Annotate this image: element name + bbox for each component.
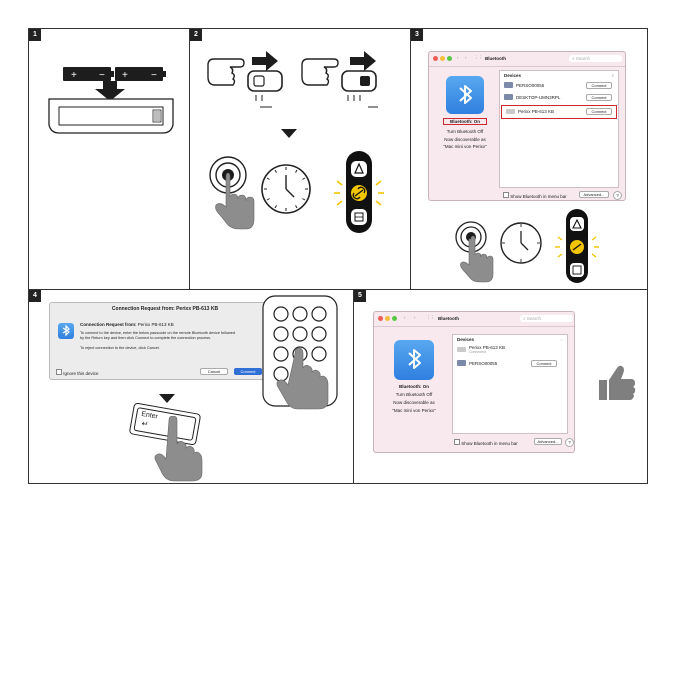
bluetooth-icon xyxy=(446,76,484,114)
battery-install-illustration xyxy=(29,59,190,179)
pairing-illustration xyxy=(411,207,648,287)
list-scroll-icon: ⌕ xyxy=(611,73,614,78)
devices-header: Devices xyxy=(504,73,522,78)
help-button[interactable]: ? xyxy=(565,438,574,447)
arrow-down-icon xyxy=(95,81,125,101)
devices-header: Devices xyxy=(457,337,475,342)
minimize-window-icon[interactable] xyxy=(385,316,390,321)
search-icon: ⌕ xyxy=(572,56,575,61)
arrow-down-icon xyxy=(159,394,175,404)
dialog-title: Connection Request from: Perixx PB-613 KB xyxy=(111,306,219,312)
help-button[interactable]: ? xyxy=(613,191,622,200)
grid-icon[interactable]: ⋮⋮ xyxy=(426,315,435,320)
computer-icon xyxy=(457,360,466,366)
keypad-illustration xyxy=(261,294,341,414)
clock-icon xyxy=(501,223,541,263)
battery-minus-2: − xyxy=(151,70,157,81)
discoverable-label: Now discoverable as xyxy=(393,400,435,405)
show-in-menu-bar-label: Show Bluetooth in menu bar xyxy=(510,194,567,199)
computer-icon xyxy=(504,94,513,100)
pointing-hand-icon xyxy=(302,59,338,85)
battery-plus-1: + xyxy=(71,70,77,81)
clock-icon xyxy=(262,165,310,213)
connect-button[interactable]: Connect xyxy=(234,368,262,375)
dialog-heading-label: Connection Request from: xyxy=(80,322,137,327)
step-number: 1 xyxy=(29,29,41,41)
bluetooth-status: Bluetooth: On xyxy=(399,384,429,389)
device-name: PERSO00055 xyxy=(516,83,545,88)
search-icon: ⌕ xyxy=(523,316,526,321)
battery-minus-1: − xyxy=(99,70,105,81)
pairing-button-icon xyxy=(456,222,493,282)
keyboard-icon xyxy=(506,109,515,114)
keyboard-icon xyxy=(457,347,466,352)
bluetooth-status: Bluetooth: On xyxy=(443,118,487,125)
connect-button[interactable]: Connect xyxy=(531,360,557,367)
device-row[interactable] xyxy=(457,345,563,357)
window-title: Bluetooth xyxy=(485,56,506,61)
power-switch-icon xyxy=(248,71,282,107)
step-1-panel xyxy=(28,28,190,290)
search-field[interactable] xyxy=(520,315,573,322)
dialog-body-3: To reject connection to the device, click Cancel. xyxy=(80,346,160,350)
remote-icon xyxy=(334,151,384,233)
power-switch-icon xyxy=(342,71,378,107)
title-bar xyxy=(429,52,625,67)
device-connected-status: Connected xyxy=(469,350,486,354)
discoverable-label: Now discoverable as xyxy=(444,137,486,142)
pairing-button-icon xyxy=(210,157,254,229)
forward-icon[interactable]: › xyxy=(414,315,416,320)
loading-spinner-icon: ◌ xyxy=(560,337,563,342)
step-number: 3 xyxy=(411,29,423,41)
connect-button[interactable]: Connect xyxy=(586,94,612,101)
battery-compartment xyxy=(49,99,173,133)
step-number: 2 xyxy=(190,29,202,41)
dialog-heading-device: Perixx PB-613 KB xyxy=(137,322,174,327)
dialog-body-2: by the Return key and then click Connect to complete the connection process. xyxy=(80,336,212,340)
dialog-heading xyxy=(80,322,174,327)
arrow-down-icon xyxy=(281,129,297,139)
arrow-right-icon xyxy=(252,51,278,71)
step-2-panel xyxy=(189,28,411,290)
ignore-device-checkbox[interactable] xyxy=(56,369,99,376)
show-in-menu-bar-label: Show Bluetooth in menu bar xyxy=(461,441,518,446)
connect-button[interactable]: Connect xyxy=(586,108,612,115)
step-5-panel xyxy=(353,289,648,484)
search-placeholder: Search xyxy=(575,56,591,61)
turn-off-button[interactable]: Turn Bluetooth Off xyxy=(395,392,433,397)
device-row[interactable] xyxy=(504,93,614,102)
devices-list xyxy=(452,334,568,434)
return-arrow-icon: ↵ xyxy=(140,419,150,430)
bluetooth-preferences-window xyxy=(428,51,626,201)
device-name: Perixx PB-613 KB xyxy=(518,109,555,114)
ignore-device-label: Ignore this device xyxy=(63,371,99,376)
bluetooth-icon xyxy=(58,323,74,339)
device-row-highlighted[interactable] xyxy=(501,105,617,119)
connect-button[interactable]: Connect xyxy=(586,82,612,89)
connection-request-dialog xyxy=(49,302,281,380)
pressing-finger-icon xyxy=(151,416,211,484)
minimize-window-icon[interactable] xyxy=(440,56,445,61)
thumbs-up-icon xyxy=(597,364,637,404)
cancel-button[interactable]: Cancel xyxy=(200,368,228,375)
battery-plus-2: + xyxy=(122,70,128,81)
advanced-button[interactable]: Advanced... xyxy=(579,191,609,198)
remote-icon xyxy=(555,209,599,283)
window-title: Bluetooth xyxy=(438,316,459,321)
arrow-right-icon xyxy=(350,51,376,71)
bluetooth-preferences-window xyxy=(373,311,575,453)
devices-list xyxy=(499,70,619,188)
zoom-window-icon[interactable] xyxy=(447,56,452,61)
device-row[interactable] xyxy=(504,81,614,90)
battery-icon xyxy=(63,67,166,81)
advanced-button[interactable]: Advanced... xyxy=(534,438,562,445)
device-row[interactable] xyxy=(457,359,563,368)
step-4-panel xyxy=(28,289,354,484)
close-window-icon[interactable] xyxy=(378,316,383,321)
bluetooth-icon xyxy=(394,340,434,380)
back-icon[interactable]: ‹ xyxy=(404,315,406,320)
zoom-window-icon[interactable] xyxy=(392,316,397,321)
discoverable-name: "Mac mini von Perixx" xyxy=(392,408,436,413)
show-in-menu-bar-checkbox[interactable] xyxy=(503,192,567,199)
step-3-panel xyxy=(410,28,648,290)
discoverable-name: "Mac mini von Perixx" xyxy=(443,144,487,149)
grid-icon[interactable]: ⋮⋮ xyxy=(474,55,483,60)
title-bar xyxy=(374,312,574,327)
back-icon[interactable]: ‹ xyxy=(457,55,459,60)
device-name: PERSO00055 xyxy=(469,361,498,366)
dialog-body-1: To connect to the device, enter the below passcode on the remote Bluetooth device followed xyxy=(80,331,235,335)
power-on-illustration xyxy=(190,43,411,123)
computer-icon xyxy=(504,82,513,88)
step-number: 5 xyxy=(354,290,366,302)
device-name: DESKTOP-UMN3RPL xyxy=(516,95,561,100)
turn-off-button[interactable]: Turn Bluetooth Off xyxy=(446,129,484,134)
show-in-menu-bar-checkbox[interactable] xyxy=(454,439,518,446)
device-name: Perixx PB-613 KB xyxy=(469,345,506,350)
pairing-illustration xyxy=(190,141,411,251)
enter-key-label: Enter xyxy=(140,410,159,421)
close-window-icon[interactable] xyxy=(433,56,438,61)
search-placeholder: Search xyxy=(526,316,542,321)
step-number: 4 xyxy=(29,290,41,302)
pointing-hand-icon xyxy=(208,59,244,85)
forward-icon[interactable]: › xyxy=(465,55,467,60)
search-field[interactable] xyxy=(569,55,622,62)
